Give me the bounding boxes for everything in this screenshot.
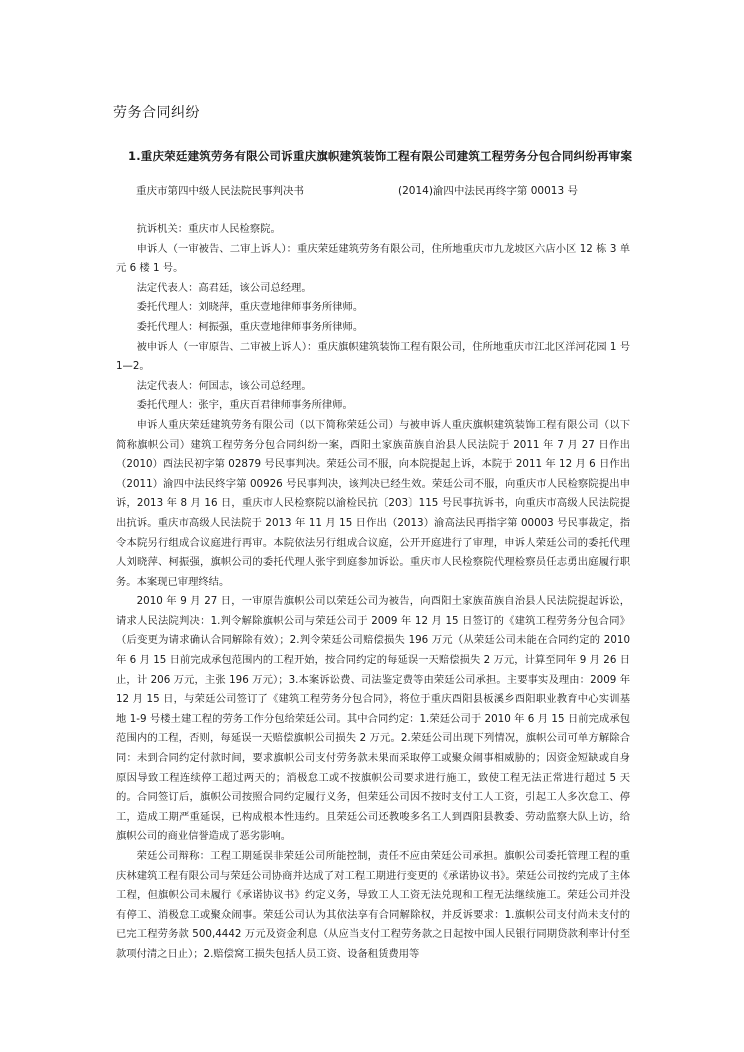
court-name: 重庆市第四中级人民法院民事判决书 xyxy=(136,185,304,197)
section-title: 劳务合同纠纷 xyxy=(113,105,200,121)
paragraph: 委托代理人：柯振强，重庆壹地律师事务所律师。 xyxy=(136,320,364,333)
paragraph: 抗诉机关：重庆市人民检察院。 xyxy=(136,223,281,235)
paragraph: 申诉人（一审被告、二审上诉人）：重庆荣廷建筑劳务有限公司，住所地重庆市九龙坡区六店小区 12 栋 3 单元 6 楼 1 号。 xyxy=(116,242,630,275)
paragraph: 被申诉人（一审原告、二审被上诉人）：重庆旗帜建筑装饰工程有限公司，住所地重庆市江北区洋河花园 1 号 1—2。 xyxy=(116,340,630,373)
case-number: (2014)渝四中法民再终字第 00013 号 xyxy=(398,185,578,197)
judgment-body xyxy=(116,220,630,965)
paragraph: 法定代表人：高君廷，该公司总经理。 xyxy=(136,281,312,294)
paragraph: 委托代理人：刘晓萍，重庆壹地律师事务所律师。 xyxy=(136,301,364,314)
paragraph: 委托代理人：张宇，重庆百君律师事务所律师。 xyxy=(136,399,353,412)
case-title: 1.重庆荣廷建筑劳务有限公司诉重庆旗帜建筑装饰工程有限公司建筑工程劳务分包合同纠纷再审案 xyxy=(128,149,633,163)
paragraph: 申诉人重庆荣廷建筑劳务有限公司（以下简称荣廷公司）与被申诉人重庆旗帜建筑装饰工程有限公司（以下简称旗帜公司）建筑工程劳务分包合同纠纷一案，酉阳土家族苗族自治县人民法院于 2011 年 7 月 27 日作出（2010）酉法民初字第 02879 号民事判决。荣廷公司不服，向本院提起上诉，本院于 2011 年 12 月 6 日作出（2011）渝四中法民终字第 00926 号民事判决，该判决已经生效。荣廷公司不服，向重庆市人民检察院提出申诉，2013 年 8 月 16 日，重庆市人民检察院以渝检民抗〔203〕115 号民事抗诉书，向重庆市高级人民法院提出抗诉。重庆市高级人民法院于 2013 年 11 月 15 日作出（2013）渝高法民再指字第 00003 号民事裁定，指令本院另行组成合议庭进行再审。本院依法另行组成合议庭，公开开庭进行了审理，申诉人荣廷公司的委托代理人刘晓萍、柯振强，旗帜公司的委托代理人张宇到庭参加诉讼。重庆市人民检察院代理检察员任志勇出庭履行职务。本案现已审理终结。 xyxy=(116,418,630,588)
paragraph: 法定代表人：何国志，该公司总经理。 xyxy=(136,379,312,392)
paragraph: 2010 年 9 月 27 日，一审原告旗帜公司以荣廷公司为被告，向酉阳土家族苗族自治县人民法院提起诉讼，请求人民法院判决：1.判令解除旗帜公司与荣廷公司于 2009 年 12 月 15 日签订的《建筑工程劳务分包合同》（后变更为请求确认合同解除有效）；2.判令荣廷公司赔偿损失 196 万元（从荣廷公司未能在合同约定的 2010 年 6 月 15 日前完成承包范围内的工程开始，按合同约定的每延误一天赔偿损失 2 万元，计算至同年 9 月 26 日止，计 206 万元，主张 196 万元）；3.本案诉讼费、司法鉴定费等由荣廷公司承担。主要事实及理由：2009 年 12 月 15 日，与荣廷公司签订了《建筑工程劳务分包合同》，将位于重庆酉阳县板溪乡酉阳职业教育中心实训基地 1-9 号楼土建工程的劳务工作分包给荣廷公司。其中合同约定：1.荣廷公司于 2010 年 6 月 15 日前完成承包范围内的工程，否则，每延误一天赔偿旗帜公司损失 2 万元。2.荣廷公司出现下列情况，旗帜公司可单方解除合同：未到合同约定付款时间，要求旗帜公司支付劳务款未果而采取停工或聚众闹事相威胁的；因资金短缺或自身原因导致工程连续停工超过两天的；消极怠工或不按旗帜公司要求进行施工，致使工程无法正常进行超过 5 天的。合同签订后，旗帜公司按照合同约定履行义务，但荣廷公司因不按时支付工人工资，引起工人多次怠工、停工，造成工期严重延误，已构成根本性违约。且荣廷公司还教唆多名工人到酉阳县教委、劳动监察大队上访，给旗帜公司的商业信誉造成了恶劣影响。 xyxy=(116,595,630,843)
paragraph: 荣廷公司辩称：工程工期延误非荣廷公司所能控制，责任不应由荣廷公司承担。旗帜公司委托管理工程的重庆林建筑工程有限公司与荣廷公司协商并达成了对工程工期进行变更的《承诺协议书》。荣廷公司按约完成了主体工程，但旗帜公司未履行《承诺协议书》约定义务，导致工人工资无法兑现和工程无法继续施工。荣廷公司并没有停工、消极怠工或聚众闹事。荣廷公司认为其依法享有合同解除权，并反诉要求：1.旗帜公司支付尚未支付的已完工程劳务款 500,4442 万元及资金利息（从应当支付工程劳务款之日起按中国人民银行同期贷款利率计付至款项付清之日止）；2.赔偿窝工损失包括人员工资、设备租赁费用等 xyxy=(116,850,630,960)
